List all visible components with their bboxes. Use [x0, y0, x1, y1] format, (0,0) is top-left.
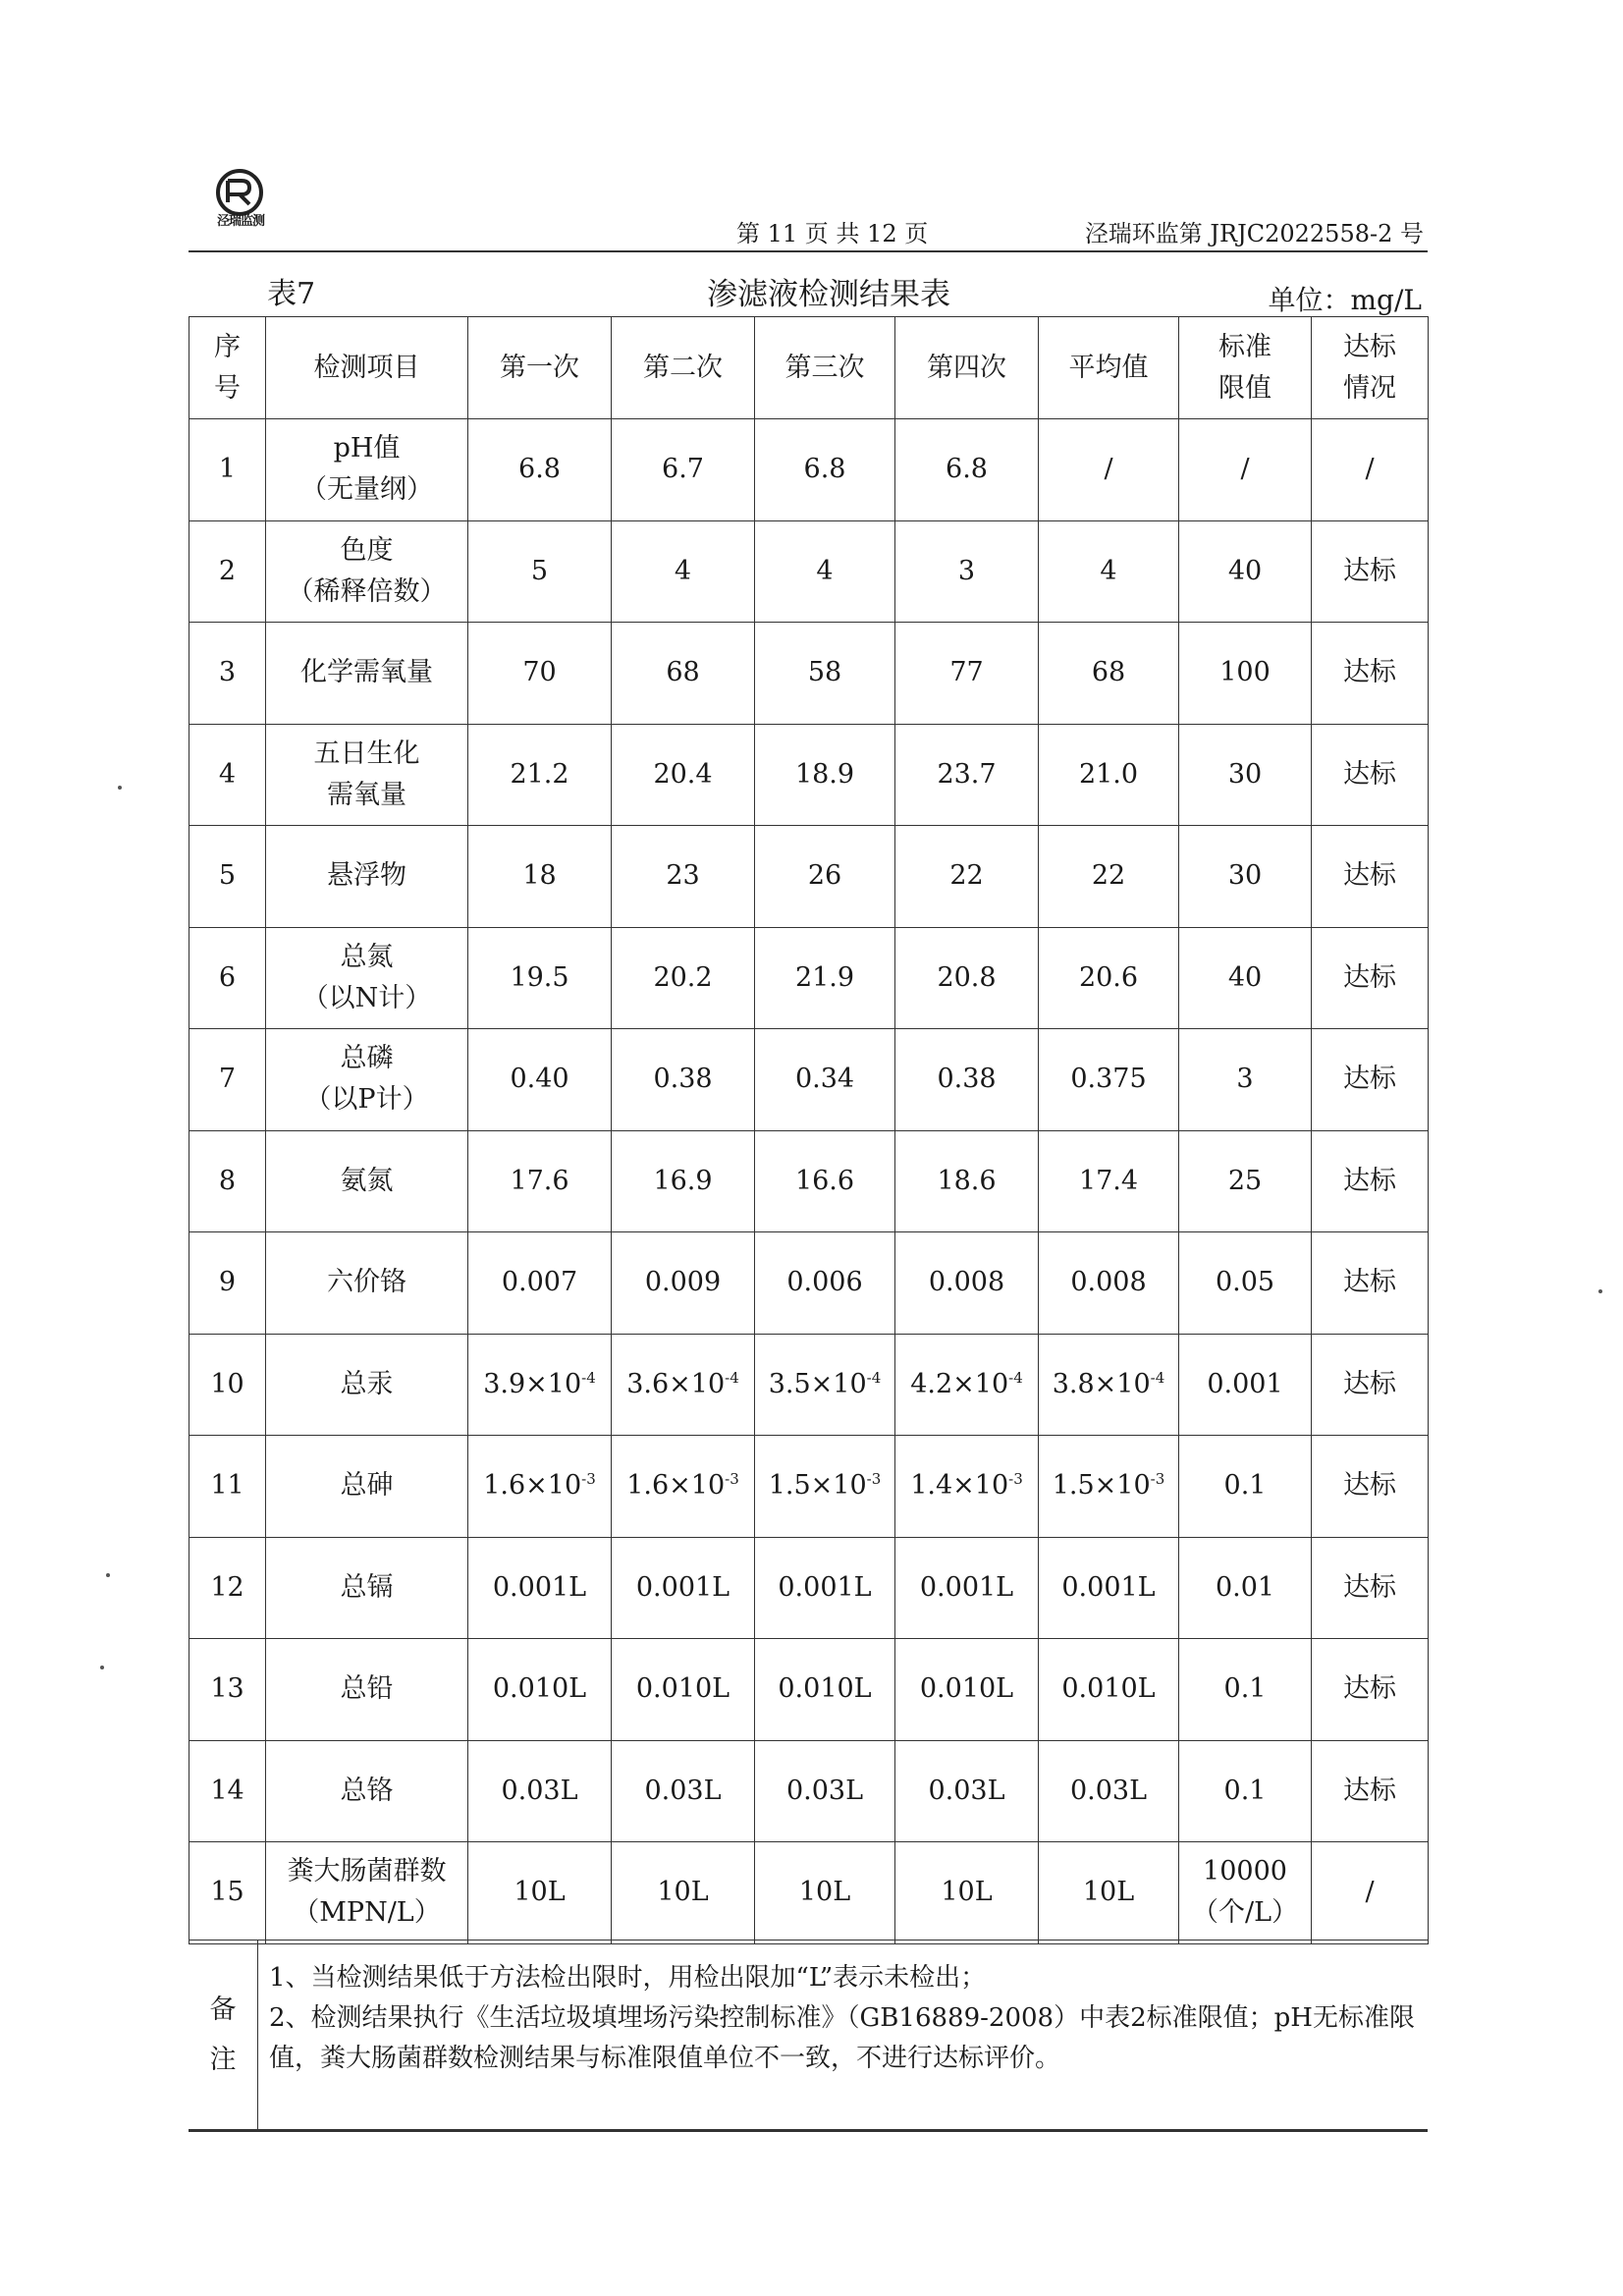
cell-status: 达标 — [1312, 927, 1429, 1029]
cell-r4 — [895, 1639, 1039, 1741]
cell-status: 达标 — [1312, 1436, 1429, 1538]
cell-value: 70 — [522, 657, 557, 688]
exponent: -3 — [866, 1470, 882, 1489]
item-name: 化学需氧量 — [300, 657, 433, 688]
limit-value: 3 — [1236, 1064, 1254, 1095]
cell-no: 2 — [189, 520, 266, 623]
cell-value: 6.8 — [518, 454, 561, 485]
exponent: -4 — [581, 1368, 596, 1387]
item-name: 总铬 — [340, 1775, 394, 1806]
cell-value: 0.38 — [653, 1064, 713, 1095]
col-header-avg: 平均值 — [1039, 317, 1179, 419]
cell-avg — [1039, 1639, 1179, 1741]
exponent: -3 — [1150, 1470, 1165, 1489]
cell-no: 12 — [189, 1537, 266, 1639]
table-row — [189, 419, 1429, 521]
cell-value: 0.008 — [1070, 1267, 1147, 1298]
table-row — [189, 1740, 1429, 1842]
cell-value: 10L — [657, 1877, 709, 1908]
cell-r1 — [468, 1740, 612, 1842]
cell-status: 达标 — [1312, 1740, 1429, 1842]
item-note: （稀释倍数） — [287, 575, 447, 607]
report-number: 泾瑞环监第 JRJC2022558-2 号 — [1084, 220, 1424, 247]
cell-avg — [1039, 419, 1179, 521]
cell-r4 — [895, 1130, 1039, 1232]
cell-status: 达标 — [1312, 1334, 1429, 1436]
cell-avg — [1039, 1130, 1179, 1232]
limit-value: 100 — [1219, 657, 1271, 688]
cell-limit — [1179, 724, 1312, 826]
cell-r2 — [612, 1639, 755, 1741]
limit-value: 0.05 — [1215, 1267, 1275, 1298]
cell-r3 — [755, 724, 895, 826]
table-row — [189, 826, 1429, 928]
cell-value: 0.006 — [786, 1267, 863, 1298]
cell-value: 0.001L — [492, 1571, 587, 1603]
cell-item — [266, 1334, 468, 1436]
col-header-limit: 标准 限值 — [1179, 317, 1312, 419]
cell-status: 达标 — [1312, 520, 1429, 623]
cell-value: 1.6×10 — [483, 1470, 582, 1502]
cell-r2 — [612, 1232, 755, 1335]
cell-value: 0.008 — [928, 1267, 1005, 1298]
col-header-r2: 第二次 — [612, 317, 755, 419]
table-row — [189, 1639, 1429, 1741]
cell-r3 — [755, 1740, 895, 1842]
cell-value: 18.9 — [794, 758, 855, 790]
cell-r1 — [468, 520, 612, 623]
cell-no: 5 — [189, 826, 266, 928]
cell-item — [266, 826, 468, 928]
table-label: 表7 — [267, 277, 316, 311]
cell-avg — [1039, 1740, 1179, 1842]
item-name: 粪大肠菌群数 — [287, 1856, 447, 1887]
cell-value: 17.4 — [1078, 1165, 1139, 1196]
cell-value: 22 — [949, 860, 984, 892]
cell-value: 0.001L — [1061, 1571, 1156, 1603]
cell-r4 — [895, 1842, 1039, 1944]
cell-value: 16.6 — [794, 1165, 855, 1196]
limit-value: 0.1 — [1223, 1470, 1267, 1502]
exponent: -4 — [1008, 1368, 1023, 1387]
cell-r4 — [895, 826, 1039, 928]
cell-value: 0.03L — [1069, 1775, 1148, 1806]
cell-r4 — [895, 419, 1039, 521]
table-row — [189, 1232, 1429, 1335]
scan-speck — [100, 1666, 104, 1669]
cell-value: 20.8 — [937, 961, 997, 993]
cell-value: 0.001L — [919, 1571, 1014, 1603]
cell-no: 9 — [189, 1232, 266, 1335]
exponent: -3 — [1008, 1470, 1023, 1489]
table-header-row — [189, 317, 1429, 419]
cell-limit — [1179, 1334, 1312, 1436]
item-note: （以P计） — [304, 1084, 429, 1116]
cell-avg — [1039, 1436, 1179, 1538]
cell-r4 — [895, 1029, 1039, 1131]
cell-value: 6.7 — [662, 454, 704, 485]
cell-avg — [1039, 927, 1179, 1029]
table-row — [189, 623, 1429, 725]
cell-r4 — [895, 623, 1039, 725]
cell-status: / — [1312, 419, 1429, 521]
cell-r3 — [755, 419, 895, 521]
item-note: （无量纲） — [300, 474, 433, 506]
limit-value: 0.1 — [1223, 1775, 1267, 1806]
cell-avg — [1039, 1029, 1179, 1131]
cell-value: 0.375 — [1070, 1064, 1147, 1095]
cell-r2 — [612, 1537, 755, 1639]
cell-status: 达标 — [1312, 826, 1429, 928]
notes-body — [269, 1958, 1418, 2079]
cell-avg — [1039, 724, 1179, 826]
item-name: 总镉 — [340, 1571, 394, 1603]
cell-value: 3 — [957, 555, 976, 586]
cell-r1 — [468, 623, 612, 725]
cell-value: 0.009 — [644, 1267, 722, 1298]
cell-r1 — [468, 1842, 612, 1944]
cell-no: 6 — [189, 927, 266, 1029]
cell-item — [266, 623, 468, 725]
cell-value: 0.001L — [778, 1571, 872, 1603]
cell-value: 68 — [1091, 657, 1126, 688]
cell-value: 3.6×10 — [626, 1368, 726, 1399]
cell-value: 1.5×10 — [1052, 1470, 1151, 1502]
item-name: 色度 — [340, 534, 394, 566]
cell-value: 58 — [807, 657, 842, 688]
cell-status: 达标 — [1312, 623, 1429, 725]
cell-r1 — [468, 1029, 612, 1131]
cell-value: 77 — [949, 657, 984, 688]
cell-item — [266, 419, 468, 521]
cell-r1 — [468, 1334, 612, 1436]
col-header-status: 达标 情况 — [1312, 317, 1429, 419]
item-name: 五日生化 — [313, 738, 420, 769]
cell-no: 15 — [189, 1842, 266, 1944]
limit-value: 0.001 — [1207, 1368, 1283, 1399]
cell-value: 20.2 — [653, 961, 713, 993]
item-name: 总汞 — [340, 1368, 394, 1399]
limit-value: / — [1240, 454, 1250, 485]
limit-value: 30 — [1227, 758, 1263, 790]
col-header-item: 检测项目 — [266, 317, 468, 419]
cell-r3 — [755, 1639, 895, 1741]
cell-item — [266, 1842, 468, 1944]
cell-value: 0.010L — [919, 1673, 1014, 1705]
cell-r1 — [468, 1639, 612, 1741]
item-name: 氨氮 — [340, 1165, 394, 1196]
limit-value: 30 — [1227, 860, 1263, 892]
cell-r2 — [612, 1029, 755, 1131]
item-note: （MPN/L） — [293, 1897, 441, 1929]
cell-r1 — [468, 1436, 612, 1538]
cell-value: 23.7 — [937, 758, 997, 790]
cell-r3 — [755, 826, 895, 928]
cell-r1 — [468, 826, 612, 928]
cell-r3 — [755, 1130, 895, 1232]
note-line-2: 2、检测结果执行《生活垃圾填埋场污染控制标准》（GB16889-2008）中表2标准限值；pH无标准限值，粪大肠菌群数检测结果与标准限值单位不一致，不进行达标评价。 — [269, 2003, 1415, 2074]
cell-r3 — [755, 520, 895, 623]
cell-no: 11 — [189, 1436, 266, 1538]
cell-value: 0.03L — [644, 1775, 722, 1806]
item-name: 总磷 — [340, 1043, 394, 1074]
cell-limit — [1179, 1232, 1312, 1335]
exponent: -4 — [1150, 1368, 1165, 1387]
cell-avg — [1039, 1232, 1179, 1335]
col-header-no: 序 号 — [189, 317, 266, 419]
cell-r2 — [612, 1842, 755, 1944]
cell-r4 — [895, 1334, 1039, 1436]
results-table — [189, 316, 1429, 1944]
cell-value: 17.6 — [510, 1165, 569, 1196]
cell-no: 8 — [189, 1130, 266, 1232]
cell-r2 — [612, 927, 755, 1029]
cell-r1 — [468, 724, 612, 826]
cell-limit — [1179, 927, 1312, 1029]
table-row — [189, 1436, 1429, 1538]
cell-r2 — [612, 1436, 755, 1538]
cell-r1 — [468, 1232, 612, 1335]
header-divider — [189, 250, 1428, 252]
cell-value: 19.5 — [510, 961, 569, 993]
cell-limit — [1179, 1537, 1312, 1639]
item-name: 六价铬 — [327, 1267, 406, 1298]
item-note: （以N计） — [301, 982, 432, 1013]
cell-r1 — [468, 927, 612, 1029]
cell-r4 — [895, 927, 1039, 1029]
logo-text: 泾瑞监测 — [216, 214, 264, 229]
table-title: 渗滤液检测结果表 — [707, 277, 950, 312]
cell-value: 0.34 — [794, 1064, 855, 1095]
cell-limit — [1179, 1639, 1312, 1741]
exponent: -3 — [581, 1470, 596, 1489]
cell-value: 1.5×10 — [768, 1470, 867, 1502]
cell-r3 — [755, 927, 895, 1029]
cell-value: 3.9×10 — [483, 1368, 582, 1399]
cell-limit — [1179, 1130, 1312, 1232]
cell-value: 0.010L — [1061, 1673, 1156, 1705]
cell-value: 0.010L — [635, 1673, 730, 1705]
limit-value: 0.01 — [1215, 1571, 1275, 1603]
cell-item — [266, 1130, 468, 1232]
cell-value: 0.001L — [635, 1571, 730, 1603]
limit-value: 0.1 — [1223, 1673, 1267, 1705]
table-row — [189, 1537, 1429, 1639]
cell-value: 10L — [798, 1877, 851, 1908]
cell-r3 — [755, 1232, 895, 1335]
cell-value: 10L — [514, 1877, 566, 1908]
cell-value: 0.010L — [492, 1673, 587, 1705]
limit-value: 40 — [1227, 961, 1263, 993]
cell-item — [266, 1537, 468, 1639]
item-name: 悬浮物 — [327, 860, 406, 892]
col-header-r1: 第一次 — [468, 317, 612, 419]
table-row — [189, 1130, 1429, 1232]
cell-no: 10 — [189, 1334, 266, 1436]
cell-value: 16.9 — [653, 1165, 713, 1196]
exponent: -4 — [725, 1368, 739, 1387]
cell-avg — [1039, 520, 1179, 623]
cell-r1 — [468, 1130, 612, 1232]
cell-limit — [1179, 826, 1312, 928]
table-row — [189, 927, 1429, 1029]
cell-limit — [1179, 1436, 1312, 1538]
exponent: -4 — [866, 1368, 882, 1387]
cell-limit — [1179, 1842, 1312, 1944]
cell-r2 — [612, 520, 755, 623]
cell-limit — [1179, 1029, 1312, 1131]
cell-avg — [1039, 1842, 1179, 1944]
cell-value: 1.6×10 — [626, 1470, 726, 1502]
cell-r2 — [612, 623, 755, 725]
notes-label: 备 注 — [189, 1941, 258, 2129]
cell-value: 0.40 — [510, 1064, 569, 1095]
cell-status: / — [1312, 1842, 1429, 1944]
cell-value: 18 — [522, 860, 557, 892]
cell-value: 0.38 — [937, 1064, 997, 1095]
cell-item — [266, 927, 468, 1029]
cell-value: 21.2 — [510, 758, 569, 790]
cell-status: 达标 — [1312, 1029, 1429, 1131]
cell-r2 — [612, 826, 755, 928]
cell-value: 4 — [816, 555, 834, 586]
limit-value: 40 — [1227, 555, 1263, 586]
cell-avg — [1039, 1334, 1179, 1436]
cell-item — [266, 1436, 468, 1538]
cell-value: 20.4 — [653, 758, 713, 790]
cell-no: 4 — [189, 724, 266, 826]
cell-item — [266, 1029, 468, 1131]
cell-status: 达标 — [1312, 1639, 1429, 1741]
cell-status: 达标 — [1312, 1130, 1429, 1232]
cell-value: 68 — [666, 657, 700, 688]
cell-r3 — [755, 1537, 895, 1639]
cell-item — [266, 1740, 468, 1842]
scan-speck — [1598, 1289, 1602, 1293]
exponent: -3 — [725, 1470, 739, 1489]
cell-r4 — [895, 1537, 1039, 1639]
cell-value: 20.6 — [1078, 961, 1139, 993]
cell-r2 — [612, 1334, 755, 1436]
item-name: pH值 — [333, 433, 401, 465]
cell-value: 3.5×10 — [768, 1368, 867, 1399]
cell-r4 — [895, 1740, 1039, 1842]
unit-label: 单位：mg/L — [1268, 284, 1422, 316]
cell-avg — [1039, 1537, 1179, 1639]
cell-no: 14 — [189, 1740, 266, 1842]
cell-value: 21.0 — [1078, 758, 1139, 790]
item-note: 需氧量 — [327, 779, 406, 810]
cell-limit — [1179, 520, 1312, 623]
table-row — [189, 724, 1429, 826]
scan-speck — [106, 1573, 110, 1577]
cell-r2 — [612, 419, 755, 521]
cell-value: 3.8×10 — [1052, 1368, 1151, 1399]
cell-status: 达标 — [1312, 1232, 1429, 1335]
col-header-r3: 第三次 — [755, 317, 895, 419]
item-name: 总铅 — [340, 1673, 394, 1705]
cell-value: 0.007 — [501, 1267, 578, 1298]
cell-r2 — [612, 1740, 755, 1842]
cell-r4 — [895, 724, 1039, 826]
cell-value: 0.03L — [928, 1775, 1005, 1806]
cell-value: 0.03L — [785, 1775, 864, 1806]
table-row — [189, 1842, 1429, 1944]
cell-r1 — [468, 1537, 612, 1639]
cell-value: 6.8 — [803, 454, 846, 485]
cell-item — [266, 724, 468, 826]
cell-value: 23 — [666, 860, 700, 892]
cell-status: 达标 — [1312, 724, 1429, 826]
scan-speck — [118, 786, 122, 790]
cell-status: 达标 — [1312, 1537, 1429, 1639]
cell-r3 — [755, 623, 895, 725]
cell-value: 10L — [1082, 1877, 1135, 1908]
table-row — [189, 1029, 1429, 1131]
cell-no: 7 — [189, 1029, 266, 1131]
cell-value: 26 — [807, 860, 842, 892]
cell-value: 5 — [530, 555, 549, 586]
table-row — [189, 1334, 1429, 1436]
cell-value: / — [1104, 454, 1113, 485]
limit-value: 10000 — [1203, 1856, 1287, 1887]
cell-r3 — [755, 1436, 895, 1538]
cell-no: 3 — [189, 623, 266, 725]
cell-item — [266, 1232, 468, 1335]
cell-r3 — [755, 1334, 895, 1436]
cell-avg — [1039, 826, 1179, 928]
cell-r4 — [895, 1232, 1039, 1335]
cell-r4 — [895, 1436, 1039, 1538]
cell-limit — [1179, 623, 1312, 725]
cell-value: 6.8 — [946, 454, 988, 485]
cell-no: 13 — [189, 1639, 266, 1741]
cell-value: 21.9 — [794, 961, 855, 993]
cell-avg — [1039, 623, 1179, 725]
cell-value: 0.03L — [501, 1775, 578, 1806]
cell-r3 — [755, 1029, 895, 1131]
cell-value: 4 — [1100, 555, 1117, 586]
cell-value: 1.4×10 — [910, 1470, 1009, 1502]
item-name: 总砷 — [340, 1470, 394, 1502]
notes-section — [189, 1940, 1428, 2132]
limit-unit: （个/L） — [1191, 1897, 1299, 1929]
cell-value: 22 — [1091, 860, 1126, 892]
cell-r2 — [612, 724, 755, 826]
cell-r4 — [895, 520, 1039, 623]
cell-item — [266, 1639, 468, 1741]
note-line-1: 1、当检测结果低于方法检出限时，用检出限加“L”表示未检出； — [269, 1963, 987, 1993]
cell-value: 4 — [674, 555, 692, 586]
cell-value: 18.6 — [937, 1165, 997, 1196]
cell-value: 10L — [941, 1877, 993, 1908]
cell-r2 — [612, 1130, 755, 1232]
table-row — [189, 520, 1429, 623]
cell-value: 4.2×10 — [910, 1368, 1009, 1399]
col-header-r4: 第四次 — [895, 317, 1039, 419]
cell-r1 — [468, 419, 612, 521]
page-number: 第 11 页 共 12 页 — [736, 220, 929, 247]
cell-limit — [1179, 419, 1312, 521]
cell-no: 1 — [189, 419, 266, 521]
cell-limit — [1179, 1740, 1312, 1842]
cell-value: 0.010L — [778, 1673, 872, 1705]
cell-r3 — [755, 1842, 895, 1944]
cell-item — [266, 520, 468, 623]
limit-value: 25 — [1227, 1165, 1263, 1196]
item-name: 总氮 — [340, 941, 394, 972]
